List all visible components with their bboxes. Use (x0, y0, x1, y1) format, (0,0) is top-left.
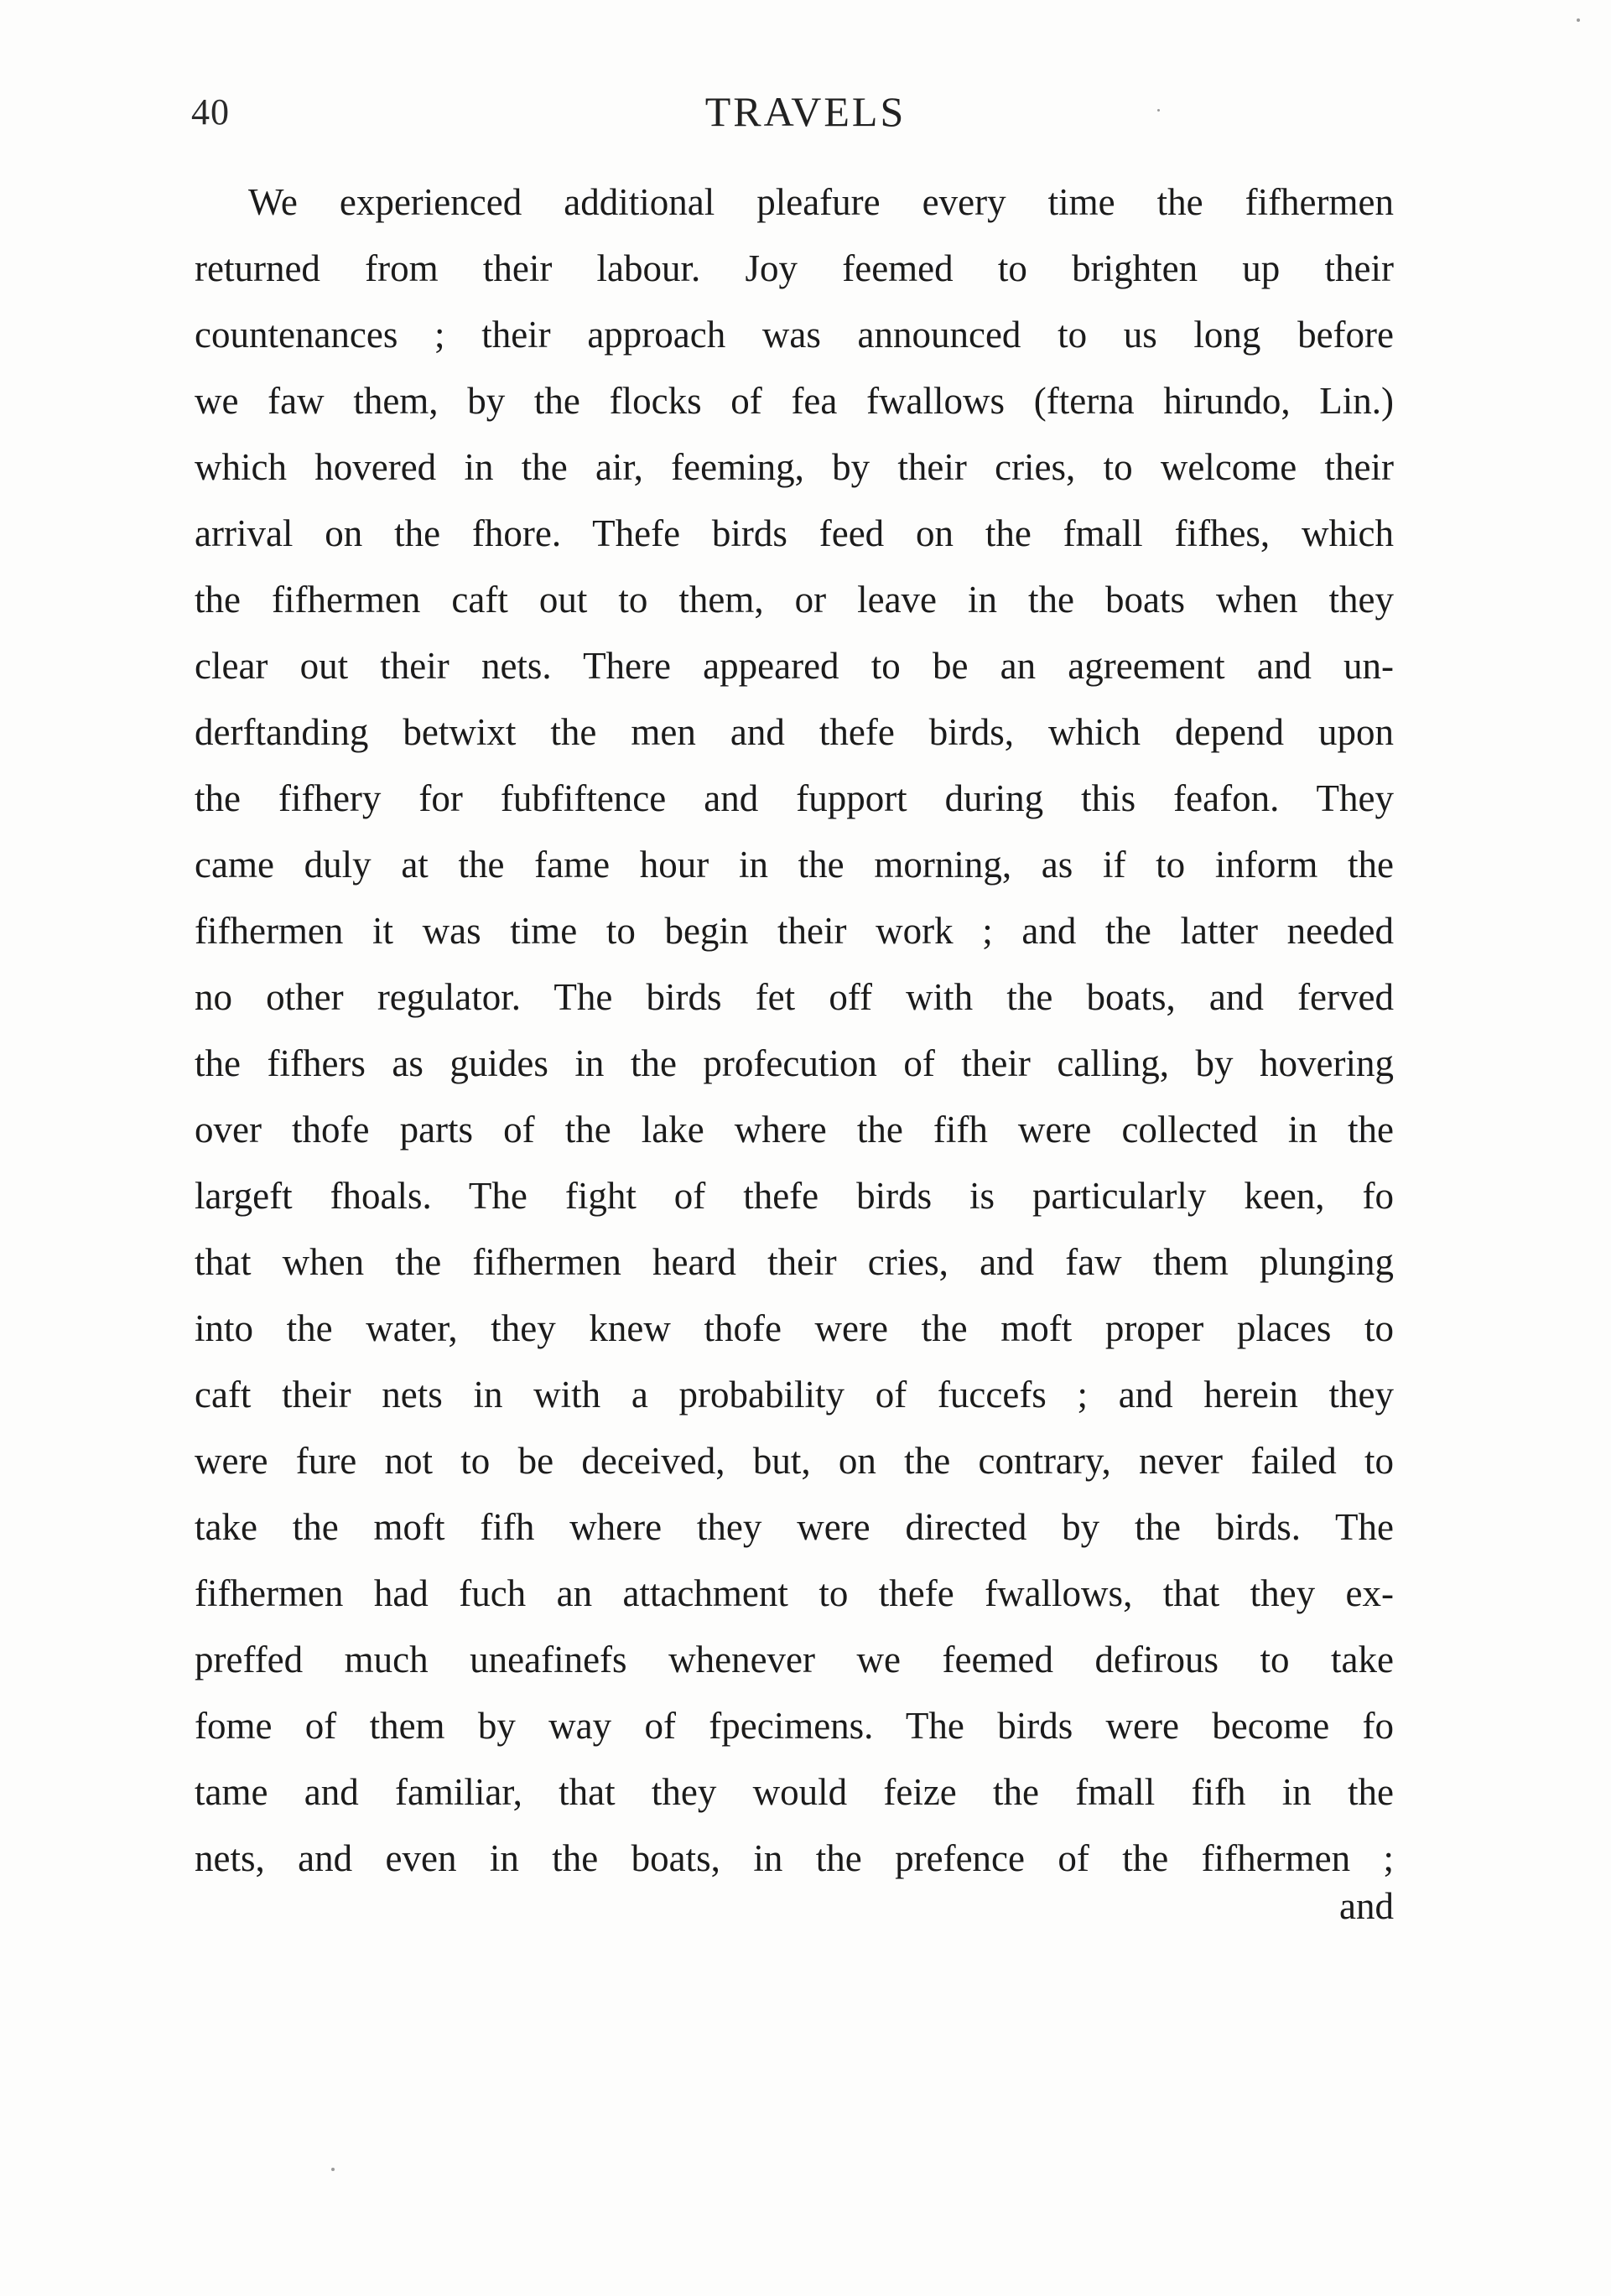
text-line: came duly at the fame hour in the morning, as if to inform the (195, 844, 1394, 886)
text-line: fifhermen it was time to begin their work ; and the latter needed (195, 910, 1394, 952)
text-line: derftanding betwixt the men and thefe birds, which depend upon (195, 711, 1394, 753)
text-line: tame and familiar, that they would feize the fmall fifh in the (195, 1771, 1394, 1813)
paper-speck (331, 2168, 335, 2171)
page-number: 40 (191, 91, 230, 132)
text-line: fifhermen had fuch an attachment to thefe fwallows, that they ex- (195, 1572, 1394, 1614)
text-line: were fure not to be deceived, but, on the contrary, never failed to (195, 1440, 1394, 1482)
text-line: We experienced additional pleafure every time the fifhermen (248, 181, 1394, 223)
catchword: and (1339, 1885, 1394, 1927)
running-head: TRAVELS (704, 88, 907, 135)
text-line: fome of them by way of fpecimens. The birds were become fo (195, 1705, 1394, 1747)
text-line: the fifhers as guides in the profecution of their calling, by hovering (195, 1042, 1394, 1084)
text-line: take the moft fifh where they were directed by the birds. The (195, 1506, 1394, 1548)
text-line: nets, and even in the boats, in the prefence of the fifhermen ; (195, 1837, 1394, 1879)
text-line: the fifhery for fubfiftence and fupport during this feafon. They (195, 777, 1394, 819)
text-line: over thofe parts of the lake where the fifh were collected in the (195, 1109, 1394, 1151)
text-line: we faw them, by the flocks of fea fwallows (fterna hirundo, Lin.) (195, 380, 1394, 422)
paper-speck (1157, 109, 1160, 112)
text-line: arrival on the fhore. Thefe birds feed on the fmall fifhes, which (195, 512, 1394, 554)
text-line: the fifhermen caft out to them, or leave in the boats when they (195, 579, 1394, 621)
text-line: countenances ; their approach was announced to us long before (195, 314, 1394, 356)
text-line: clear out their nets. There appeared to be an agreement and un- (195, 645, 1394, 687)
text-line: no other regulator. The birds fet off with the boats, and ferved (195, 976, 1394, 1018)
text-line: largeft fhoals. The fight of thefe birds is particularly keen, fo (195, 1175, 1394, 1217)
body-text (195, 169, 1394, 1892)
text-line: that when the fifhermen heard their cries, and faw them plunging (195, 1241, 1394, 1283)
paper-speck (1577, 18, 1580, 22)
text-line: returned from their labour. Joy feemed to brighten up their (195, 247, 1394, 289)
text-line: caft their nets in with a probability of fuccefs ; and herein they (195, 1374, 1394, 1416)
text-line: which hovered in the air, feeming, by their cries, to welcome their (195, 446, 1394, 488)
text-line: into the water, they knew thofe were the moft proper places to (195, 1307, 1394, 1349)
text-line: preffed much uneafinefs whenever we feemed defirous to take (195, 1639, 1394, 1680)
